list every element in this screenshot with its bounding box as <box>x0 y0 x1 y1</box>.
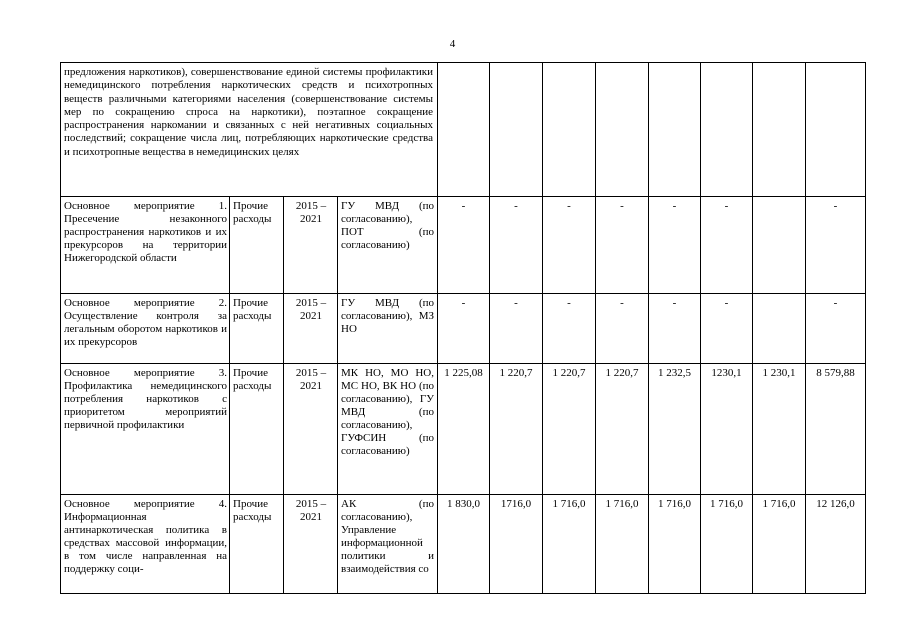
expense-cell: Прочие расходы <box>230 197 284 294</box>
value-cell: - <box>649 294 701 364</box>
value-cell: - <box>649 197 701 294</box>
executor-cell: АК (по согласованию), Управление информационной политики и взаимодействия со <box>338 495 438 594</box>
measure-cell: Основное мероприятие 3. Профилактика немедицинского потребления наркотиков с приоритетом мероприятий первичной профилактики <box>61 364 230 495</box>
value-cell: 1 716,0 <box>753 495 806 594</box>
value-cell: 1 716,0 <box>596 495 649 594</box>
measure-cell: Основное мероприятие 2. Осуществление контроля за легальным оборотом наркотиков и их прекурсоров <box>61 294 230 364</box>
expense-cell: Прочие расходы <box>230 364 284 495</box>
table-row <box>61 364 866 495</box>
value-cell: - <box>596 197 649 294</box>
period-cell: 2015 – 2021 <box>284 294 338 364</box>
value-cell: - <box>701 294 753 364</box>
page-number: 4 <box>449 38 456 50</box>
table-row <box>61 495 866 594</box>
expense-cell: Прочие расходы <box>230 495 284 594</box>
measure-cell: Основное мероприятие 1. Пресечение незаконного распространения наркотиков и их прекурсоров на территории Нижегородской области <box>61 197 230 294</box>
continuation-row <box>61 63 866 197</box>
value-cell <box>753 197 806 294</box>
total-cell: 8 579,88 <box>806 364 866 495</box>
period-cell: 2015 – 2021 <box>284 197 338 294</box>
period-cell: 2015 – 2021 <box>284 364 338 495</box>
total-cell: - <box>806 294 866 364</box>
value-cell: - <box>490 197 543 294</box>
value-cell: 1716,0 <box>490 495 543 594</box>
executor-cell: ГУ МВД (по согласованию), ПОТ (по согласованию) <box>338 197 438 294</box>
value-cell: 1 220,7 <box>596 364 649 495</box>
executor-cell: МК НО, МО НО, МС НО, ВК НО (по согласованию), ГУ МВД (по согласованию), ГУФСИН (по согласованию) <box>338 364 438 495</box>
total-cell: - <box>806 197 866 294</box>
table-row <box>61 294 866 364</box>
value-cell: - <box>438 294 490 364</box>
value-cell: - <box>701 197 753 294</box>
value-cell: - <box>543 294 596 364</box>
value-cell: - <box>596 294 649 364</box>
measure-cell: Основное мероприятие 4. Информационная антинаркотическая политика в средствах массовой информации, в том числе направленная на поддержку соци- <box>61 495 230 594</box>
value-cell: 1 220,7 <box>543 364 596 495</box>
value-cell: 1 716,0 <box>701 495 753 594</box>
value-cell: - <box>543 197 596 294</box>
value-cell: 1 225,08 <box>438 364 490 495</box>
table-row <box>61 197 866 294</box>
value-cell: - <box>438 197 490 294</box>
continuation-text: предложения наркотиков), совершенствование единой системы профилактики немедицинского потребления наркотических средств и психотропных веществ различными категориями населения (совершенствование системы мер по сокращению спроса на наркотики), поэтапное сокращение распространения наркомании и связанных с ней негативных социальных последствий; сокращение числа лиц, потребляющих наркотические средства и психотропные вещества в немедицинских целях <box>61 63 438 197</box>
value-cell: - <box>490 294 543 364</box>
value-cell: 1 232,5 <box>649 364 701 495</box>
expense-cell: Прочие расходы <box>230 294 284 364</box>
value-cell: 1 716,0 <box>649 495 701 594</box>
value-cell <box>753 294 806 364</box>
value-cell: 1 220,7 <box>490 364 543 495</box>
executor-cell: ГУ МВД (по согласованию), МЗ НО <box>338 294 438 364</box>
period-cell: 2015 – 2021 <box>284 495 338 594</box>
value-cell: 1 716,0 <box>543 495 596 594</box>
value-cell: 1 830,0 <box>438 495 490 594</box>
program-table <box>60 62 866 594</box>
total-cell: 12 126,0 <box>806 495 866 594</box>
value-cell: 1230,1 <box>701 364 753 495</box>
value-cell: 1 230,1 <box>753 364 806 495</box>
